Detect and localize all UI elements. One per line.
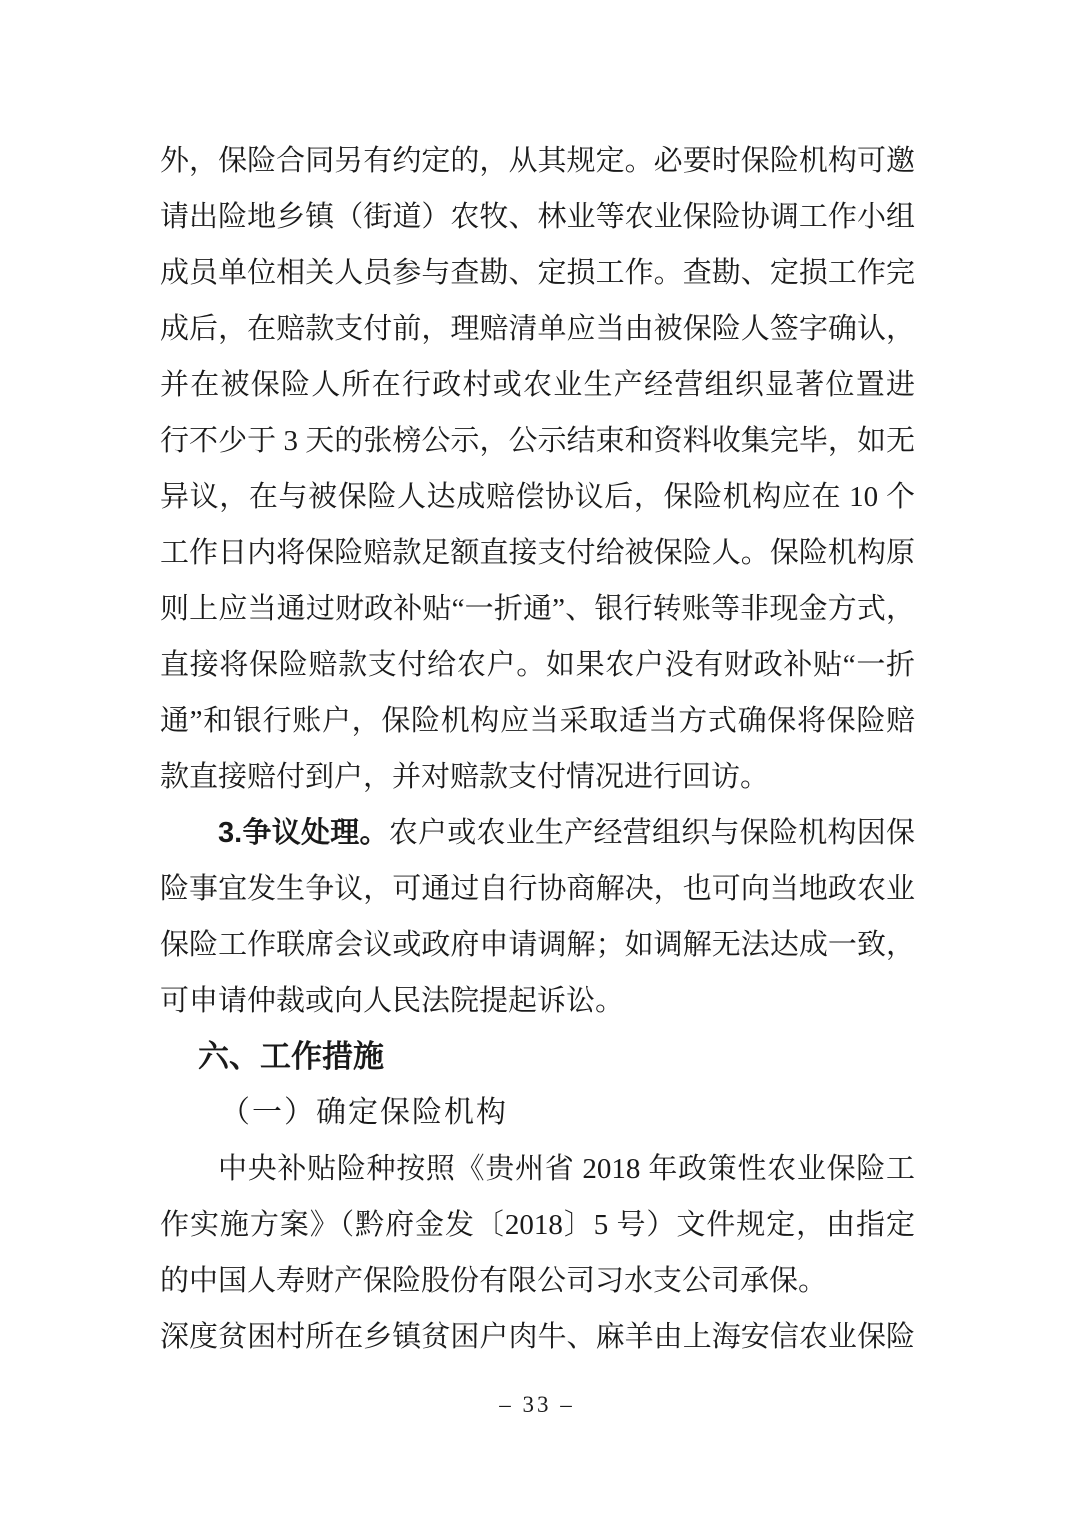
numbered-item-text: 农户或农业生产经营组织与保险机构因保	[388, 817, 915, 849]
body-line: 行不少于 3 天的张榜公示，公示结束和资料收集完毕，如无	[160, 425, 915, 457]
body-line: 保险工作联席会议或政府申请调解；如调解无法达成一致，	[160, 929, 915, 961]
body-line: 并在被保险人所在行政村或农业生产经营组织显著位置进	[160, 369, 915, 401]
numbered-item-line	[160, 805, 915, 861]
body-line: 直接将保险赔款支付给农户。如果农户没有财政补贴“一折	[160, 649, 915, 681]
paragraph-end-line: 可申请仲裁或向人民法院提起诉讼。	[160, 985, 625, 1017]
body-line: 中央补贴险种按照《贵州省 2018 年政策性农业保险工	[218, 1153, 915, 1185]
document-body	[160, 133, 915, 1365]
subsection-heading: （一）确定保险机构	[220, 1096, 508, 1129]
body-line: 深度贫困村所在乡镇贫困户肉牛、麻羊由上海安信农业保险	[160, 1321, 915, 1353]
section-heading: 六、工作措施	[198, 1039, 384, 1074]
body-line: 通”和银行账户，保险机构应当采取适当方式确保将保险赔	[160, 705, 915, 737]
body-line: 成后，在赔款支付前，理赔清单应当由被保险人签字确认，	[160, 313, 915, 345]
body-line: 外，保险合同另有约定的，从其规定。必要时保险机构可邀	[160, 145, 915, 177]
body-line: 险事宜发生争议，可通过自行协商解决，也可向当地政农业	[160, 873, 915, 905]
numbered-item-title: 3.争议处理。	[218, 817, 389, 849]
page-number: – 33 –	[499, 1392, 575, 1417]
body-line: 作实施方案》（黔府金发〔2018〕5 号）文件规定，由指定	[160, 1209, 915, 1241]
body-line: 请出险地乡镇（街道）农牧、林业等农业保险协调工作小组	[160, 201, 915, 233]
body-line: 则上应当通过财政补贴“一折通”、银行转账等非现金方式，	[160, 593, 915, 625]
paragraph-end-line: 款直接赔付到户，并对赔款支付情况进行回访。	[160, 761, 770, 793]
body-line: 异议，在与被保险人达成赔偿协议后，保险机构应在 10 个	[160, 481, 915, 513]
body-line: 工作日内将保险赔款足额直接支付给被保险人。保险机构原	[160, 537, 915, 569]
paragraph-end-line: 的中国人寿财产保险股份有限公司习水支公司承保。	[160, 1265, 828, 1297]
body-line: 成员单位相关人员参与查勘、定损工作。查勘、定损工作完	[160, 257, 915, 289]
